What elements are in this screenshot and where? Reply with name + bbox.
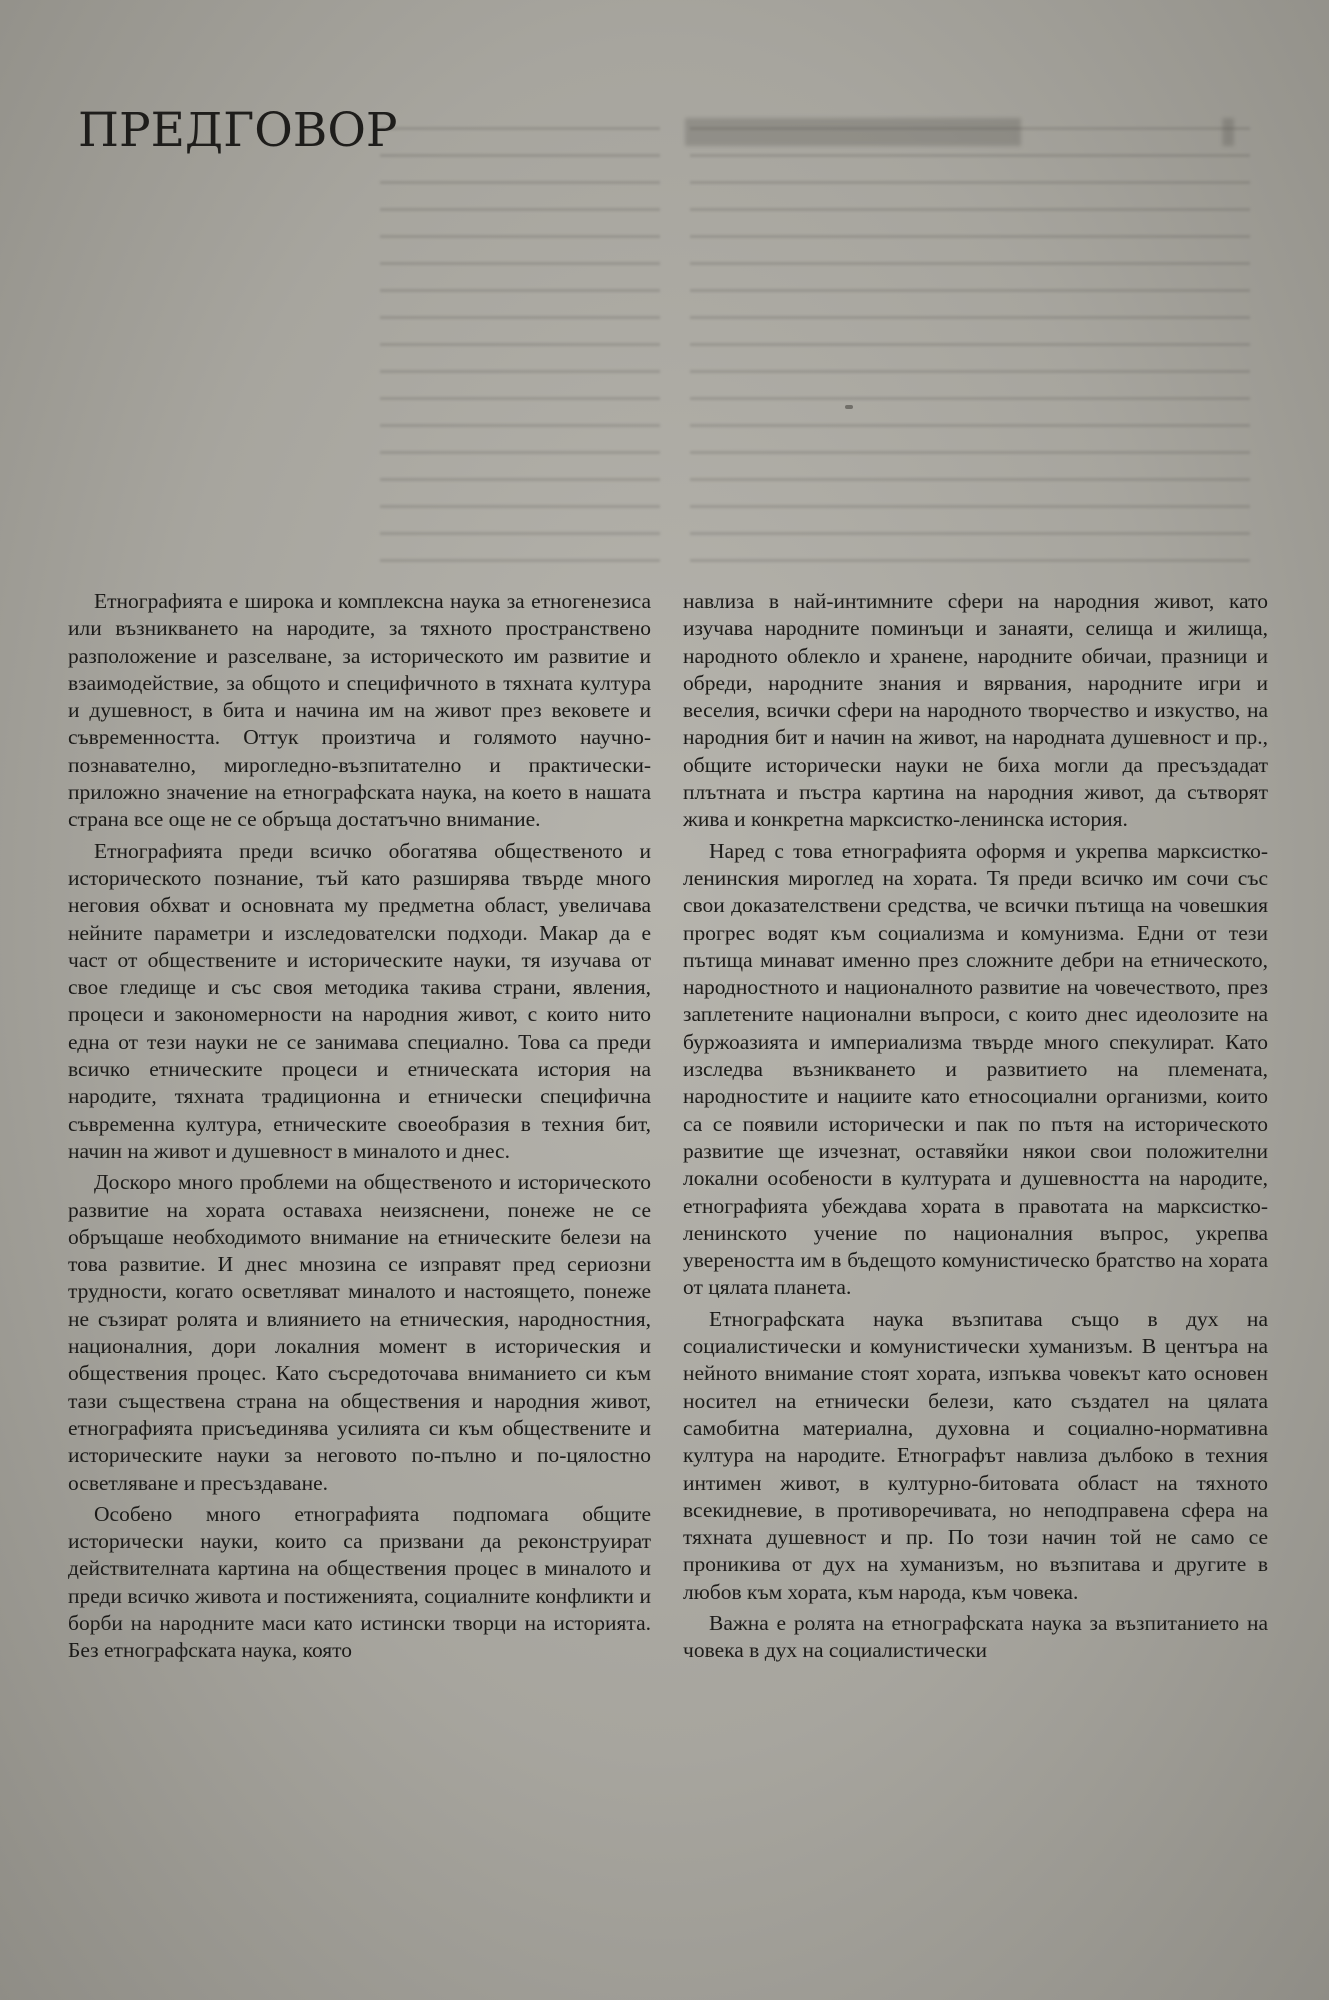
paragraph: Етнографската наука възпитава също в дух на социалистически и комунистически хуманизъм. В центъра на нейното внимание стоят хората, изпъква човекът като основен носител на етнически белези, като създател на цялата самобитна материална, духовна и социално-нормативна култура на народите. Етнографът навлиза дълбоко в техния интимен живот, в културно-битовата област на тяхното всекидневие, в противоречивата, но неподправена сфера на тяхната душевност и пр. По този начин той не само се проникива от дух на хуманизъм, но възпитава и другите в любов към хората, към народа, към човека. <box>683 1306 1268 1604</box>
paragraph: Доскоро много проблеми на общественото и историческото развитие на хората оставаха неизяснени, понеже не се обръщаше необходимото внимание на етническите белези на това развитие. И днес мнозина се изправят пред сериозни трудности, когато осветляват миналото и настоящето, понеже не съзират ролята и влиянието на етническия, народностния, националния, дори локалния момент в историческия и обществения процес. Като съсредоточава вниманието си към тази съществена страна на обществения и народния живот, етнографията присъединява усилията си към обществените и историческите науки за неговото по-пълно и по-цялостно осветляване и пресъздаване. <box>68 1170 651 1495</box>
paragraph-continued: навлиза в най-интимните сфери на народния живот, като изучава народните поминъци и занаяти, селища и жилища, народното облекло и хранене, народните обичаи, празници и обреди, народните знания и вярвания, народните игри и веселия, всички сфери на народното творчество и изкуство, на народния бит и начин на живот, на народната душевност и пр., общите исторически науки не биха могли да пресъздадат плътната и пъстра картина на народния живот, да сътворят жива и конкретна марксистко-ленинска история. <box>683 589 1268 832</box>
paragraph: Особено много етнографията подпомага общите исторически науки, които са призвани да реконструират действителната картина на обществения процес в миналото и преди всичко живота и постиженията, социалните конфликти и борби на народните маси като истински творци на историята. Без етнографската наука, която <box>68 1501 651 1663</box>
paragraph: Важна е ролята на етнографската наука за възпитанието на човека в дух на социалистически <box>683 1610 1268 1663</box>
page-title: ПРЕДГОВОР <box>78 103 398 158</box>
paragraph: Етнографията преди всичко обогатява общественото и историческото познание, тъй като разширява твърде много неговия обхват и основната му предметна област, увеличава нейните параметри и изследователски подходи. Макар да е част от обществените и историческите науки, тя изучава от свое гледище и със своя методика такива страни, явления, процеси и закономерности на народния живот, с които нито една от тези науки не се занимава специално. Това са преди всичко етническите процеси и етническата история на народите, тяхната традиционна и етнически специфична съвременна култура, етническите своеобразия в техния бит, начин на живот и душевност в миналото и днес. <box>68 838 651 1163</box>
right-column <box>683 588 1268 1669</box>
ink-speck <box>845 405 853 409</box>
paragraph: Етнографията е широка и комплексна наука за етногенезиса или възникването на народите, за тяхното пространствено разположение и разселване, за историческото им развитие и взаимодействие, за общото и специфичното в тяхната култура и душевност, в бита и начина им на живот през вековете и съвременността. Оттук произтича и голямото научно-познавателно, мирогледно-възпитателно и практически-приложно значение на етнографската наука, на което в нашата страна все още не се обръща достатъчно внимание. <box>68 589 651 832</box>
bleed-through-text-right <box>690 110 1250 570</box>
paragraph: Наред с това етнографията оформя и укрепва марксистко-ленинския мироглед на хората. Тя преди всичко им сочи със свои доказателствени средства, че всички пътища на човешкия прогрес водят към социализма и комунизма. Едни от тези пътища минават именно през сложните дебри на етническото, народностното и националното развитие на човечеството, през заплетените национални въпроси, с които днес идеолозите на буржоазията и империализма твърде много спекулират. Като изследва възникването и развитието на племената, народностите и нациите като етносоциални организми, които са се появили исторически и пак по пътя на историческото развитие ще изчезнат, оставяйки някои свои положителни локални особености в културата и душевността на народите, етнографията убеждава хората в правотата на марксистко-ленинското учение по националния въпрос, укрепва увереността им в бъдещото комунистическо братство на хората от цялата планета. <box>683 838 1268 1300</box>
left-column <box>68 588 651 1669</box>
bleed-through-text-left <box>380 110 660 570</box>
bleed-through-header <box>685 118 1245 146</box>
